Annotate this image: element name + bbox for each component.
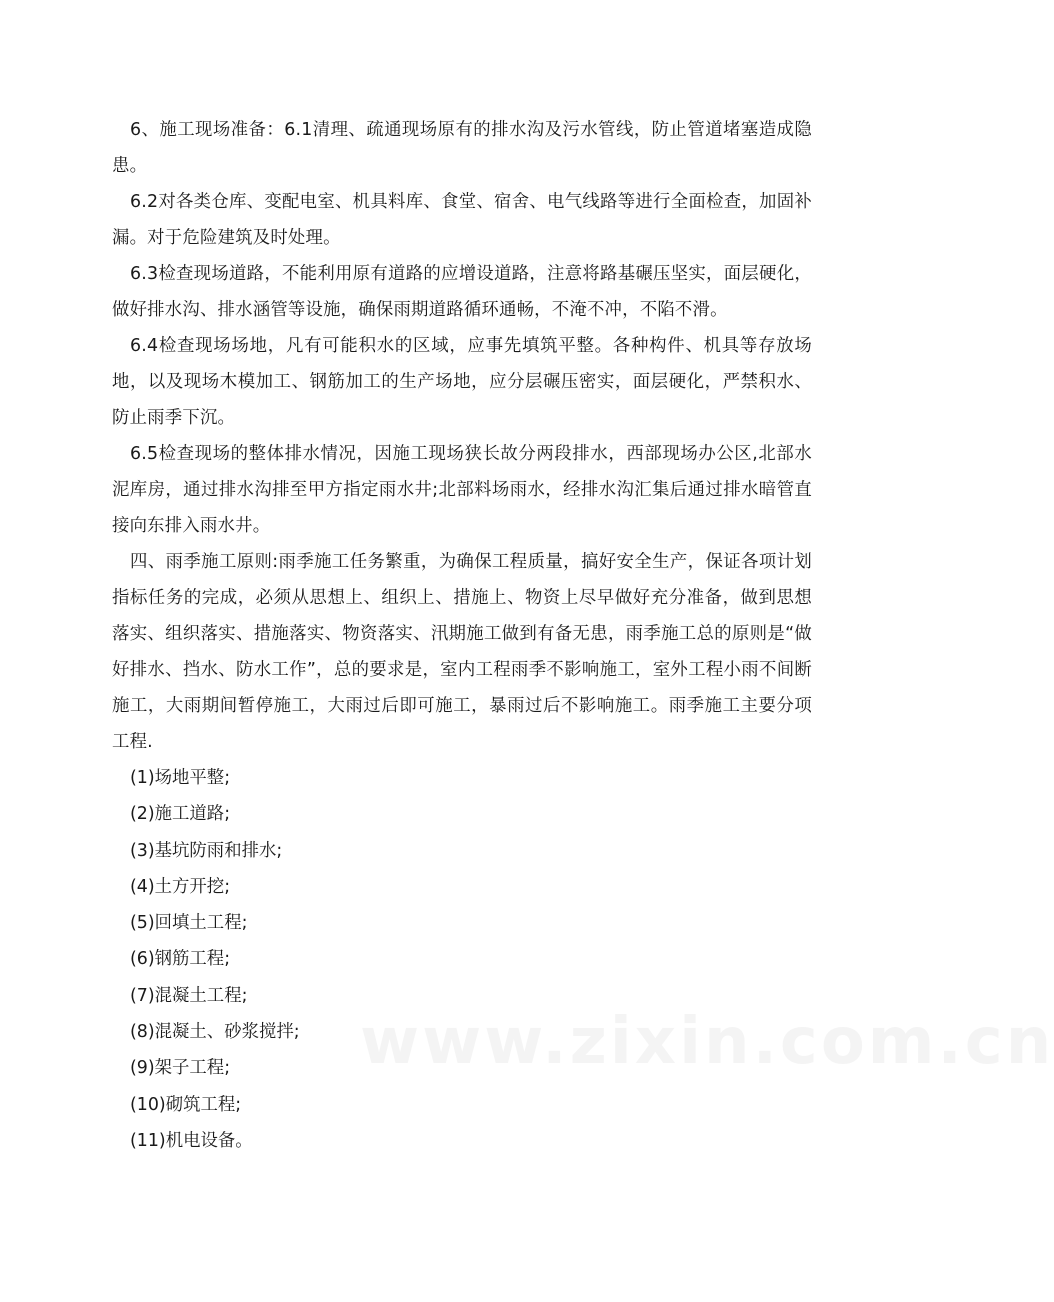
work-items-list bbox=[112, 760, 812, 1159]
list-item: (2)施工道路; bbox=[130, 804, 231, 825]
paragraph-road-check: 6.3检查现场道路，不能利用原有道路的应增设道路，注意将路基碾压坚实，面层硬化，做好排水沟、排水涵管等设施，确保雨期道路循环通畅，不淹不冲，不陷不滑。 bbox=[112, 264, 812, 320]
paragraph-warehouse-check: 6.2对各类仓库、变配电室、机具料库、食堂、宿舍、电气线路等进行全面检查，加固补漏。对于危险建筑及时处理。 bbox=[112, 192, 812, 248]
paragraph-site-preparation: 6、施工现场准备：6.1清理、疏通现场原有的排水沟及污水管线，防止管道堵塞造成隐患。 bbox=[112, 120, 812, 176]
list-item: (11)机电设备。 bbox=[130, 1130, 253, 1151]
list-item: (8)混凝土、砂浆搅拌; bbox=[130, 1022, 300, 1043]
document-page bbox=[112, 112, 812, 1159]
watermark: www.zixin.com.cn bbox=[360, 1005, 1054, 1079]
paragraph-drainage: 6.5检查现场的整体排水情况，因施工现场狭长故分两段排水，西部现场办公区,北部水泥库房，通过排水沟排至甲方指定雨水井;北部料场雨水，经排水沟汇集后通过排水暗管直接向东排入雨水井。 bbox=[112, 444, 812, 536]
list-item: (5)回填土工程; bbox=[130, 913, 248, 934]
list-item: (1)场地平整; bbox=[130, 768, 231, 788]
list-item: (3)基坑防雨和排水; bbox=[130, 840, 283, 861]
paragraph-rainy-season-principles: 四、雨季施工原则:雨季施工任务繁重，为确保工程质量，搞好安全生产，保证各项计划指标任务的完成，必须从思想上、组织上、措施上、物资上尽早做好充分准备，做到思想落实、组织落实、措施落实、物资落实、汛期施工做到有备无患，雨季施工总的原则是“做好排水、挡水、防水工作”，总的要求是，室内工程雨季不影响施工，室外工程小雨不间断施工，大雨期间暂停施工，大雨过后即可施工，暴雨过后不影响施工。雨季施工主要分项工程. bbox=[112, 552, 812, 752]
list-item: (9)架子工程; bbox=[130, 1058, 231, 1079]
list-item: (7)混凝土工程; bbox=[130, 985, 248, 1006]
list-item: (10)砌筑工程; bbox=[130, 1094, 242, 1115]
list-item: (6)钢筋工程; bbox=[130, 949, 231, 970]
list-item: (4)土方开挖; bbox=[130, 876, 231, 897]
paragraph-site-leveling: 6.4检查现场场地，凡有可能积水的区域，应事先填筑平整。各种构件、机具等存放场地，以及现场木模加工、钢筋加工的生产场地，应分层碾压密实，面层硬化，严禁积水、防止雨季下沉。 bbox=[112, 336, 812, 428]
